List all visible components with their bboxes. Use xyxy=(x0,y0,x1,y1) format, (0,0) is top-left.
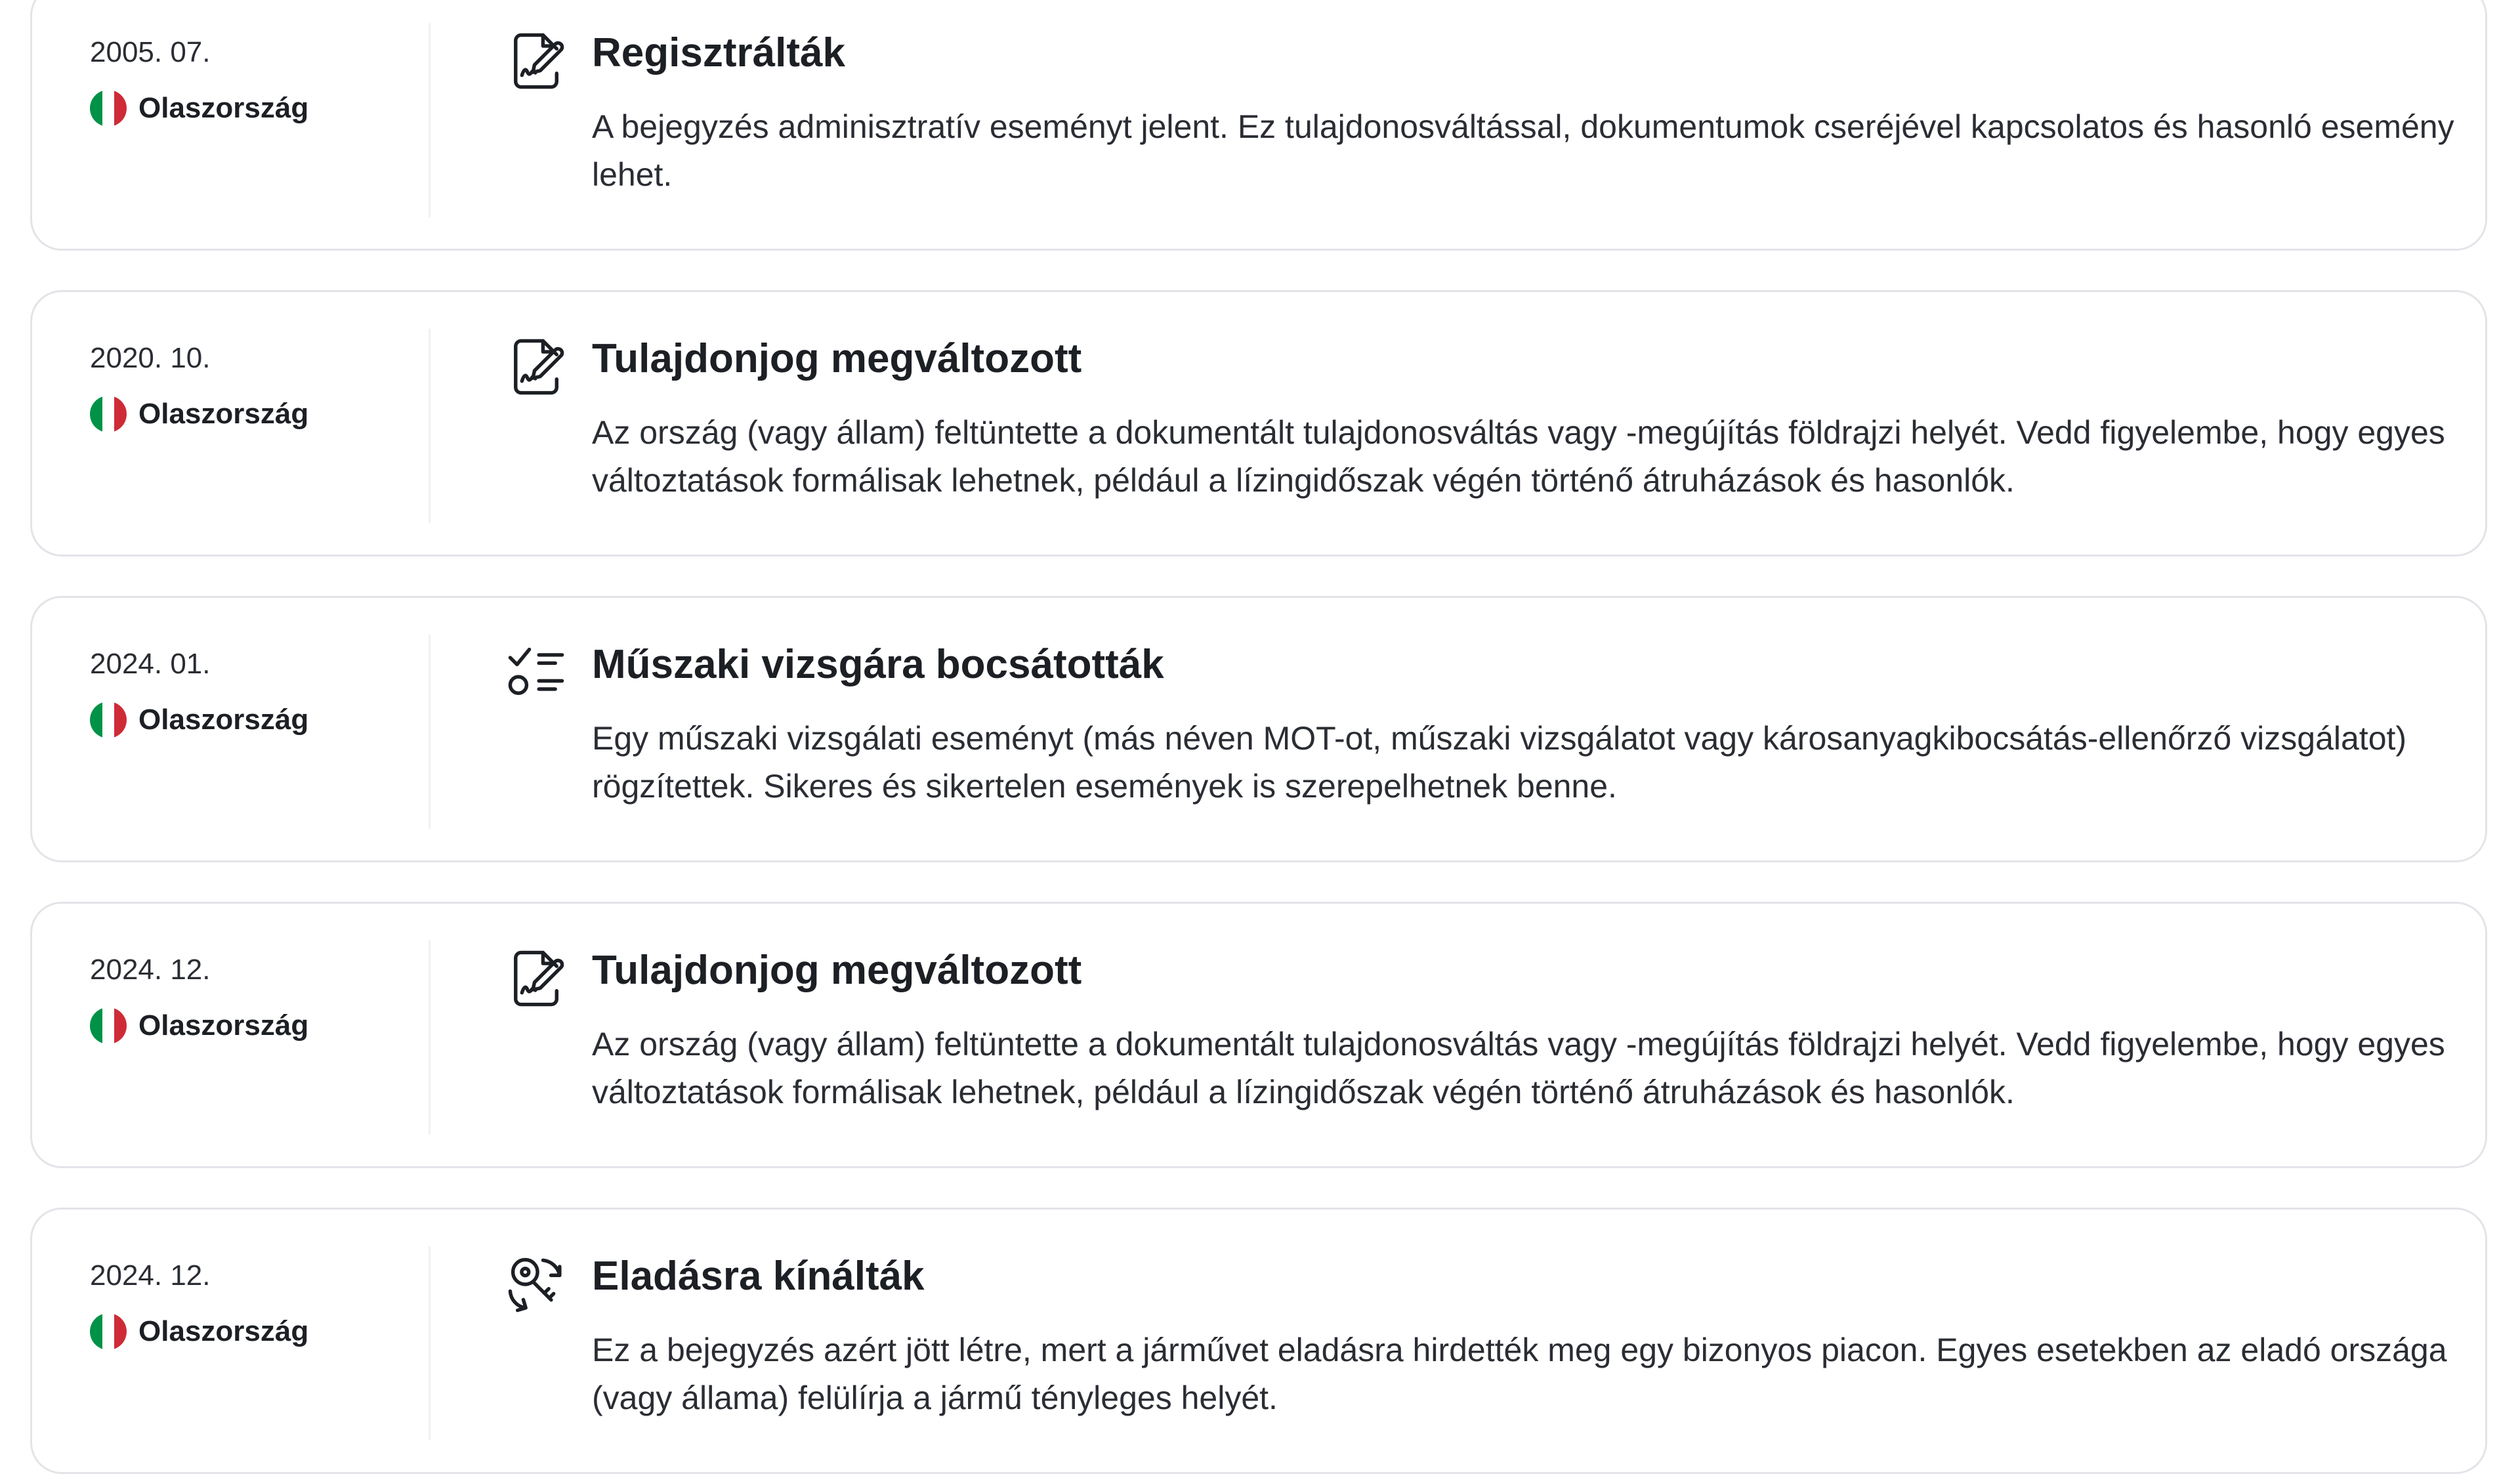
italy-flag-icon xyxy=(90,1007,127,1044)
event-description: Ez a bejegyzés azért jött létre, mert a járművet eladásra hirdették meg egy bizonyos piacon. Egyes esetekben az eladó országa (vagy állama) felülírja a jármű tényleges helyét. xyxy=(592,1332,2447,1416)
event-card xyxy=(30,1208,2487,1474)
card-divider xyxy=(429,1246,430,1441)
italy-flag-icon xyxy=(90,90,127,127)
event-country xyxy=(90,396,308,432)
checklist-icon xyxy=(503,640,569,705)
document-sign-icon xyxy=(503,28,569,94)
card-divider xyxy=(429,940,430,1135)
event-country-name: Olaszország xyxy=(138,398,309,430)
event-description: Az ország (vagy állam) feltüntette a dokumentált tulajdonosváltás vagy -megújítás földrajzi helyét. Vedd figyelembe, hogy egyes változtatások formálisak lehetnek, például a lízingidőszak végén történő átruházások és hasonlók. xyxy=(592,1026,2445,1110)
event-date: 2024. 01. xyxy=(90,648,211,680)
italy-flag-icon xyxy=(90,702,127,738)
event-title: Tulajdonjog megváltozott xyxy=(592,336,1082,381)
event-title: Regisztrálták xyxy=(592,30,845,75)
event-date: 2024. 12. xyxy=(90,954,211,986)
event-country-name: Olaszország xyxy=(138,92,309,124)
event-country-name: Olaszország xyxy=(138,1009,309,1042)
event-card xyxy=(30,0,2487,251)
italy-flag-icon xyxy=(90,396,127,432)
card-divider xyxy=(429,23,430,217)
event-card xyxy=(30,596,2487,862)
event-date: 2005. 07. xyxy=(90,36,211,68)
event-date: 2024. 12. xyxy=(90,1259,211,1292)
event-title: Eladásra kínálták xyxy=(592,1253,925,1299)
event-card xyxy=(30,902,2487,1168)
event-country xyxy=(90,90,308,127)
event-title: Műszaki vizsgára bocsátották xyxy=(592,642,1164,687)
event-country xyxy=(90,1313,308,1350)
event-description: Az ország (vagy állam) feltüntette a dokumentált tulajdonosváltás vagy -megújítás földrajzi helyét. Vedd figyelembe, hogy egyes változtatások formálisak lehetnek, például a lízingidőszak végén történő átruházások és hasonlók. xyxy=(592,414,2445,499)
event-country xyxy=(90,702,308,738)
event-title: Tulajdonjog megváltozott xyxy=(592,948,1082,993)
card-divider xyxy=(429,635,430,829)
event-country xyxy=(90,1007,308,1044)
event-country-name: Olaszország xyxy=(138,1315,309,1347)
event-description: Egy műszaki vizsgálati eseményt (más néven MOT-ot, műszaki vizsgálatot vagy károsanyagkibocsátás-ellenőrző vizsgálatot) rögzítettek. Sikeres és sikertelen események is szerepelhetnek benne. xyxy=(592,720,2407,805)
event-date: 2020. 10. xyxy=(90,342,211,374)
event-country-name: Olaszország xyxy=(138,704,309,736)
event-card xyxy=(30,290,2487,557)
key-exchange-icon xyxy=(503,1252,569,1317)
document-sign-icon xyxy=(503,334,569,400)
italy-flag-icon xyxy=(90,1313,127,1350)
card-divider xyxy=(429,329,430,523)
event-description: A bejegyzés adminisztratív eseményt jelent. Ez tulajdonosváltással, dokumentumok cseréjével kapcsolatos és hasonló esemény lehet. xyxy=(592,108,2454,193)
document-sign-icon xyxy=(503,946,569,1011)
